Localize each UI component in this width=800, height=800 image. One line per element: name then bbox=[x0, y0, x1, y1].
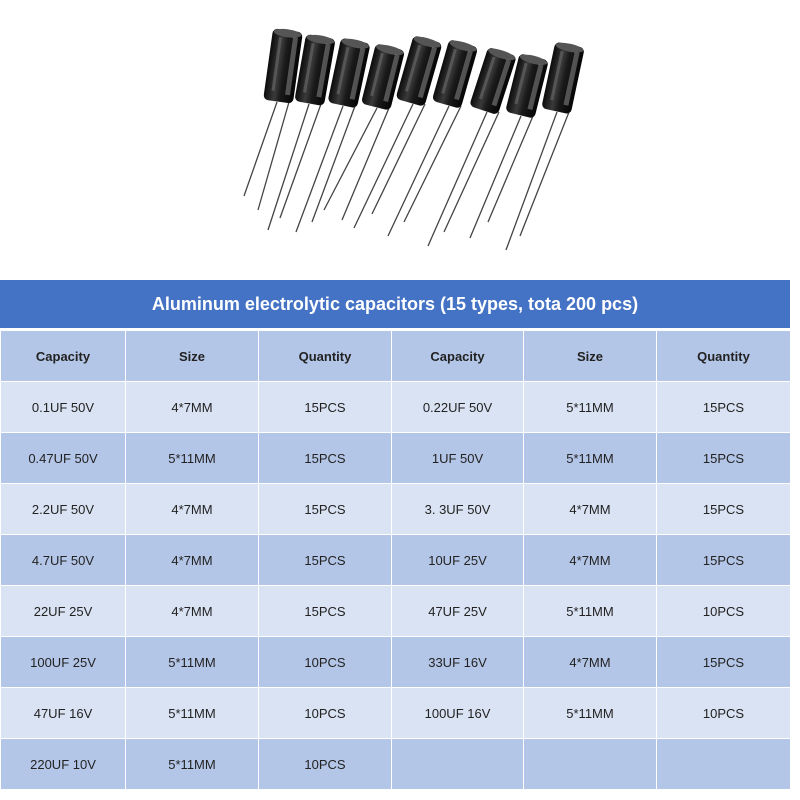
header-quantity: Quantity bbox=[657, 331, 791, 382]
cell-size: 5*11MM bbox=[126, 688, 259, 739]
cell-size: 4*7MM bbox=[524, 637, 657, 688]
cell-quantity: 15PCS bbox=[259, 586, 392, 637]
cell-capacity: 47UF 16V bbox=[1, 688, 126, 739]
cell-quantity: 15PCS bbox=[657, 382, 791, 433]
cell-quantity: 15PCS bbox=[657, 637, 791, 688]
cell-size: 5*11MM bbox=[524, 688, 657, 739]
capacitor-lead bbox=[488, 116, 533, 222]
cell-quantity: 10PCS bbox=[657, 688, 791, 739]
cell-size: 4*7MM bbox=[524, 535, 657, 586]
header-size: Size bbox=[524, 331, 657, 382]
cell-capacity: 47UF 25V bbox=[392, 586, 524, 637]
cell-size: 5*11MM bbox=[126, 433, 259, 484]
cell-capacity: 1UF 50V bbox=[392, 433, 524, 484]
cell-capacity: 220UF 10V bbox=[1, 739, 126, 790]
cell-capacity: 0.47UF 50V bbox=[1, 433, 126, 484]
cell-size: 5*11MM bbox=[524, 433, 657, 484]
cell-quantity: 15PCS bbox=[657, 484, 791, 535]
cell-size: 4*7MM bbox=[126, 484, 259, 535]
cell-size: 4*7MM bbox=[524, 484, 657, 535]
table-row bbox=[1, 433, 791, 484]
cell-capacity: 0.1UF 50V bbox=[1, 382, 126, 433]
cell-capacity: 100UF 16V bbox=[392, 688, 524, 739]
cell-quantity: 15PCS bbox=[259, 433, 392, 484]
cell-quantity: 15PCS bbox=[259, 382, 392, 433]
table-row bbox=[1, 688, 791, 739]
cell-quantity: 10PCS bbox=[657, 586, 791, 637]
cell-capacity: 3. 3UF 50V bbox=[392, 484, 524, 535]
cell-capacity: 33UF 16V bbox=[392, 637, 524, 688]
capacitor-lead bbox=[280, 104, 321, 218]
table-row bbox=[1, 535, 791, 586]
cell-size: 4*7MM bbox=[126, 586, 259, 637]
table-title-banner: Aluminum electrolytic capacitors (15 types, tota 200 pcs) bbox=[0, 280, 790, 328]
capacitor-lead bbox=[268, 104, 309, 230]
cell-capacity: 10UF 25V bbox=[392, 535, 524, 586]
cell-size: 5*11MM bbox=[126, 637, 259, 688]
cell-size: 5*11MM bbox=[524, 382, 657, 433]
capacitor-lead bbox=[244, 102, 277, 196]
cell-size: 4*7MM bbox=[126, 382, 259, 433]
cell-capacity: 2.2UF 50V bbox=[1, 484, 126, 535]
capacitor-lead bbox=[324, 108, 377, 210]
cell-quantity: 15PCS bbox=[259, 484, 392, 535]
cell-capacity: 4.7UF 50V bbox=[1, 535, 126, 586]
header-size: Size bbox=[126, 331, 259, 382]
cell-size bbox=[524, 739, 657, 790]
cell-capacity: 100UF 25V bbox=[1, 637, 126, 688]
header-capacity: Capacity bbox=[392, 331, 524, 382]
cell-quantity bbox=[657, 739, 791, 790]
capacitor-lead bbox=[404, 106, 461, 222]
cell-quantity: 15PCS bbox=[657, 535, 791, 586]
table-row bbox=[1, 484, 791, 535]
capacitor-lead bbox=[372, 104, 425, 214]
cell-size: 5*11MM bbox=[524, 586, 657, 637]
cell-quantity: 10PCS bbox=[259, 688, 392, 739]
header-row bbox=[1, 331, 791, 382]
capacitor-lead bbox=[388, 106, 449, 236]
cell-capacity: 0.22UF 50V bbox=[392, 382, 524, 433]
table-row bbox=[1, 382, 791, 433]
capacitor-table bbox=[0, 330, 791, 790]
cell-size: 4*7MM bbox=[126, 535, 259, 586]
capacitors-illustration bbox=[0, 0, 800, 278]
capacitor-lead bbox=[296, 106, 343, 232]
cell-capacity: 22UF 25V bbox=[1, 586, 126, 637]
capacitor-body bbox=[541, 41, 585, 115]
cell-quantity: 10PCS bbox=[259, 739, 392, 790]
capacitors-photo bbox=[0, 0, 800, 278]
cell-size: 5*11MM bbox=[126, 739, 259, 790]
header-quantity: Quantity bbox=[259, 331, 392, 382]
table-row bbox=[1, 586, 791, 637]
cell-quantity: 10PCS bbox=[259, 637, 392, 688]
header-capacity: Capacity bbox=[1, 331, 126, 382]
table-row bbox=[1, 739, 791, 790]
cell-quantity: 15PCS bbox=[259, 535, 392, 586]
table-row bbox=[1, 637, 791, 688]
cell-quantity: 15PCS bbox=[657, 433, 791, 484]
cell-capacity bbox=[392, 739, 524, 790]
capacitor-lead bbox=[258, 102, 289, 210]
